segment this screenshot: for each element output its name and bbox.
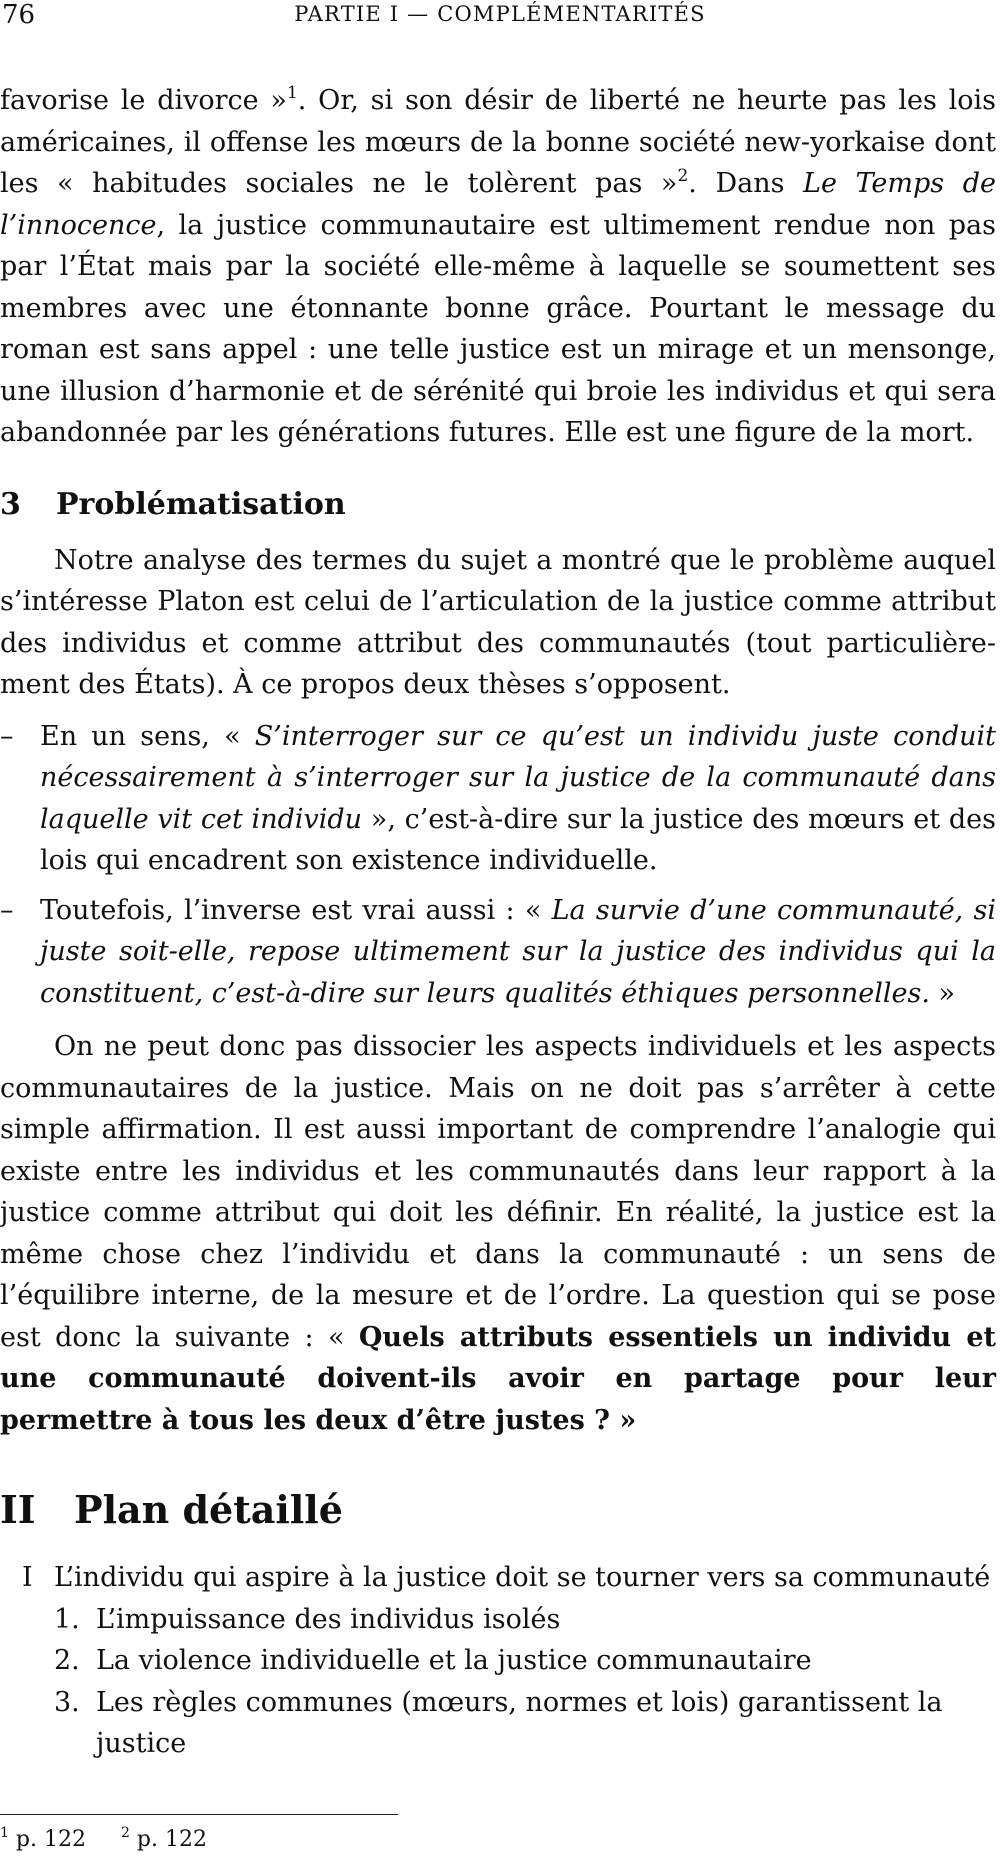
item-text: Les règles communes (mœurs, normes et lois) garantissent la justice xyxy=(96,1686,943,1759)
item-number: 2. xyxy=(54,1645,80,1676)
theses-list xyxy=(0,716,996,1015)
text: Notre analyse des termes du sujet a montré que le problème auquel s’intéresse Platon est celui de l’articulation de la justice comme attribut des individus et comme attribut des communautés (tout particulièrement des États). À ce propos deux thèses s’opposent. xyxy=(0,544,996,700)
section-title: Problématisation xyxy=(56,486,346,522)
text: On ne peut donc pas dissocier les aspects individuels et les aspects communautaires de la justice. Mais on ne doit pas s’arrêter à cette simple affirmation. Il est aussi important de comprendre l’analogie qui existe entre les individus et les communautés dans leur rapport à la justice comme attribut qui doit les définir. En réalité, la justice est la même chose chez l’individu et dans la communauté : un sens de l’équilibre interne, de la mesure et de l’ordre. La question qui se pose est donc la suivante : « xyxy=(0,1031,996,1353)
plan-heading xyxy=(0,1557,996,1599)
item-text: L’impuissance des individus isolés xyxy=(96,1603,561,1635)
list-item xyxy=(0,1599,996,1641)
footnote-rule xyxy=(0,1814,398,1815)
text: favorise le divorce » xyxy=(0,85,287,116)
item-number: 3. xyxy=(54,1686,80,1718)
section-heading xyxy=(0,484,996,526)
footnote-mark: 2 xyxy=(120,1825,130,1841)
paragraph-2 xyxy=(0,540,996,706)
paragraph-1 xyxy=(0,80,996,454)
footnote-text: p. 122 xyxy=(136,1827,207,1852)
running-head: PARTIE I — COMPLÉMENTARITÉS xyxy=(294,2,706,26)
list-item xyxy=(0,716,996,882)
page-header xyxy=(0,0,1000,36)
plan-items xyxy=(0,1599,996,1765)
footnote xyxy=(0,1827,86,1852)
list-item xyxy=(0,890,996,1015)
footnote-ref-1: 1 xyxy=(286,83,298,103)
section-number: 3 xyxy=(0,486,21,522)
paragraph-3 xyxy=(0,1026,996,1441)
item-number: 1. xyxy=(54,1603,80,1635)
quote: La survie d’une communauté, si juste soit-elle, repose ultimement sur la justice des individus qui la constituent, c’est-à-dire sur leurs qualités éthiques personnelles. xyxy=(40,894,996,1009)
list-item xyxy=(0,1682,996,1765)
item-text: La violence individuelle et la justice communautaire xyxy=(96,1645,812,1676)
text: », c’est-à-dire sur la justice des mœurs et des lois qui encadrent son existence individuelle. xyxy=(40,803,996,876)
footnote-text: p. 122 xyxy=(15,1827,86,1852)
part-title: Plan détaillé xyxy=(74,1487,343,1532)
text: . Dans xyxy=(688,168,804,199)
text: Toutefois, l’inverse est vrai aussi : « xyxy=(40,894,552,926)
part-number: II xyxy=(0,1487,36,1532)
detailed-plan xyxy=(0,1557,996,1765)
text: En un sens, « xyxy=(40,720,255,752)
quote: S’interroger sur ce qu’est un individu juste conduit nécessairement à s’interroger sur la justice de la communauté dans laquelle vit cet individu xyxy=(40,720,997,835)
part-heading xyxy=(0,1485,996,1535)
book-title: Le Temps de l’innocence xyxy=(0,168,997,241)
text: . Or, si son désir de liberté ne heurte pas les lois américaines, il offense les mœurs de la bonne société new-yorkaise dont les « habitudes sociales ne le tolèrent pas » xyxy=(0,85,997,199)
footnote-ref-2: 2 xyxy=(677,166,689,186)
footnotes xyxy=(0,1826,235,1854)
key-question: Quels attributs essentiels un individu et une communauté doivent-ils avoir en partage pour leur permettre à tous les deux d’être justes ? » xyxy=(0,1321,996,1436)
page-number: 76 xyxy=(2,0,36,30)
dash-bullet: – xyxy=(0,894,14,926)
plan-roman-number: I xyxy=(22,1562,33,1593)
main-text xyxy=(0,80,996,1765)
text: , la justice communautaire est ultimement rendue non pas par l’État mais par la société elle-même à laquelle se soumettent ses membres avec une étonnante bonne grâce. Pourtant le message du roman est sans appel : une telle justice est un mirage et un mensonge, une illusion d’harmonie et de sérénité qui broie les individus et qui sera abandonnée par les générations futures. Elle est une figure de la mort. xyxy=(0,209,996,448)
text: » xyxy=(929,977,956,1009)
footnote-mark: 1 xyxy=(0,1825,9,1841)
dash-bullet: – xyxy=(0,720,14,752)
list-item xyxy=(0,1640,996,1682)
footnote xyxy=(121,1827,207,1852)
plan-heading-text: L’individu qui aspire à la justice doit se tourner vers sa communauté xyxy=(54,1562,991,1593)
